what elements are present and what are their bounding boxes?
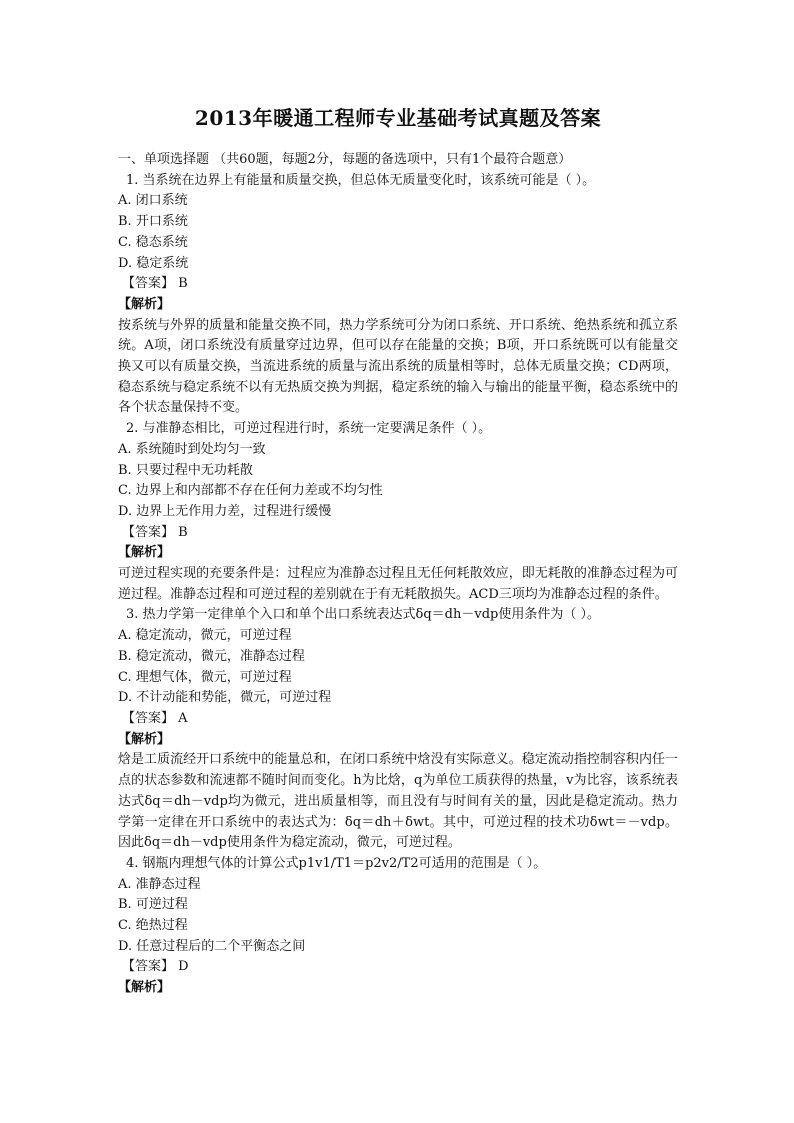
question-2 xyxy=(118,419,678,605)
answer-line: 【答案】 B xyxy=(122,276,188,292)
option-c: C. 理想气体，微元，可逆过程 xyxy=(118,669,292,685)
option-d: D. 不计动能和势能，微元，可逆过程 xyxy=(118,690,332,706)
question-3 xyxy=(118,605,678,853)
answer-line: 【答案】 B xyxy=(122,524,188,540)
question-stem: 4. 钢瓶内理想气体的计算公式p1v1/T1＝p2v2/T2可适用的范围是（ ）。 xyxy=(126,855,547,871)
question-stem: 3. 热力学第一定律单个入口和单个出口系统表达式δq＝dh－vdp使用条件为（ ）。 xyxy=(126,607,600,623)
question-stem: 2. 与准静态相比，可逆过程进行时，系统一定要满足条件（ ）。 xyxy=(126,421,492,437)
option-b: B. 可逆过程 xyxy=(118,897,188,913)
question-1 xyxy=(118,171,678,419)
analysis-label: 【解析】 xyxy=(118,296,171,312)
question-4 xyxy=(118,854,678,999)
option-c: C. 稳态系统 xyxy=(118,234,188,250)
option-d: D. 稳定系统 xyxy=(118,255,189,271)
option-a: A. 系统随时到处均匀一致 xyxy=(118,441,266,457)
analysis-label: 【解析】 xyxy=(118,980,171,996)
analysis-label: 【解析】 xyxy=(118,545,171,561)
analysis-text: 按系统与外界的质量和能量交换不同，热力学系统可分为闭口系统、开口系统、绝热系统和孤立系统。A项，闭口系统没有质量穿过边界，但可以存在能量的交换；B项，开口系统既可以有能量交换又可以有质量交换，当流进系统的质量与流出系统的质量相等时，总体无质量交换；CD两项，稳态系统与稳定系统不以有无热质交换为判据，稳定系统的输入与输出的能量平衡，稳态系统中的各个状态量保持不变。 xyxy=(118,317,678,416)
option-a: A. 闭口系统 xyxy=(118,193,188,209)
document-page xyxy=(118,103,678,999)
option-d: D. 任意过程后的二个平衡态之间 xyxy=(118,938,306,954)
page-title: 2013年暖通工程师专业基础考试真题及答案 xyxy=(194,106,602,130)
option-b: B. 只要过程中无功耗散 xyxy=(118,462,253,478)
answer-line: 【答案】 A xyxy=(122,710,188,726)
option-a: A. 稳定流动，微元，可逆过程 xyxy=(118,628,292,644)
option-c: C. 绝热过程 xyxy=(118,918,188,934)
option-a: A. 准静态过程 xyxy=(118,876,201,892)
option-b: B. 稳定流动，微元，准静态过程 xyxy=(118,648,305,664)
analysis-label: 【解析】 xyxy=(118,731,171,747)
analysis-text: 焓是工质流经开口系统中的能量总和，在闭口系统中焓没有实际意义。稳定流动指控制容积内任一点的状态参数和流速都不随时间而变化。h为比焓，q为单位工质获得的热量，v为比容，该系统表达式δq＝dh－vdp均为微元，进出质量相等，而且没有与时间有关的量，因此是稳定流动。热力学第一定律在开口系统中的表达式为：δq＝dh＋δwt。其中，可逆过程的技术功δwt＝－vdp。因此δq＝dh－vdp使用条件为稳定流动，微元，可逆过程。 xyxy=(118,752,678,851)
option-b: B. 开口系统 xyxy=(118,214,188,230)
answer-line: 【答案】 D xyxy=(122,959,189,975)
option-d: D. 边界上无作用力差，过程进行缓慢 xyxy=(118,503,332,519)
option-c: C. 边界上和内部都不存在任何力差或不均匀性 xyxy=(118,483,383,499)
analysis-text: 可逆过程实现的充要条件是：过程应为准静态过程且无任何耗散效应，即无耗散的准静态过程为可逆过程。准静态过程和可逆过程的差别就在于有无耗散损失。ACD三项均为准静态过程的条件。 xyxy=(118,566,678,602)
question-stem: 1. 当系统在边界上有能量和质量交换，但总体无质量变化时，该系统可能是（ ）。 xyxy=(126,172,596,188)
section-heading: 一、单项选择题 （共60题，每题2分，每题的备选项中，只有1个最符合题意） xyxy=(118,152,572,167)
